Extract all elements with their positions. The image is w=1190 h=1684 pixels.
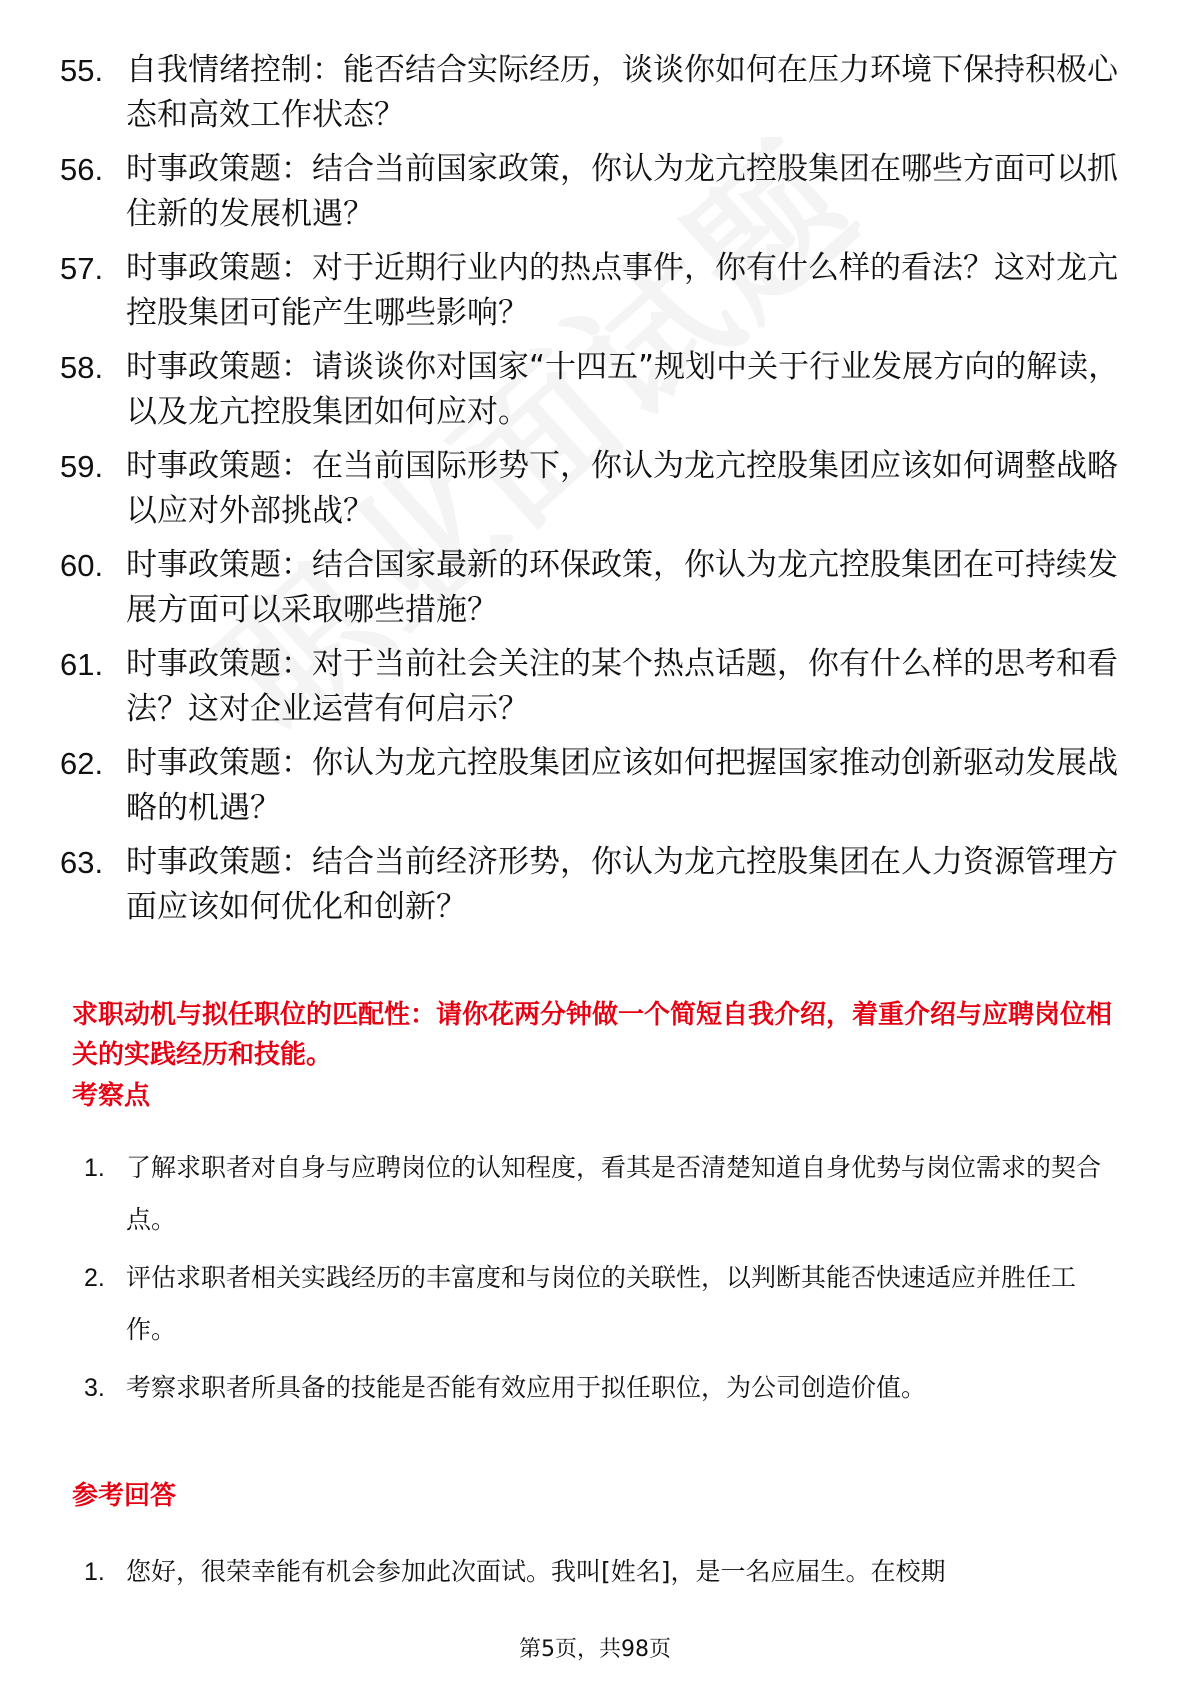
question-text: 时事政策题：结合国家最新的环保政策，你认为龙亢控股集团在可持续发展方面可以采取哪些措施？ [126, 547, 1118, 628]
exam-point-number: 3. [84, 1374, 105, 1402]
question-number: 57. [60, 251, 104, 286]
question-item [60, 345, 1130, 435]
exam-point-item [84, 1142, 1124, 1246]
question-text: 自我情绪控制：能否结合实际经历，谈谈你如何在压力环境下保持积极心态和高效工作状态？ [126, 52, 1118, 133]
highlight-question: 求职动机与拟任职位的匹配性：请你花两分钟做一个简短自我介绍，着重介绍与应聘岗位相关的实践经历和技能。 [72, 1000, 1113, 1070]
question-text: 时事政策题：对于当前社会关注的某个热点话题，你有什么样的思考和看法？这对企业运营有何启示？ [126, 646, 1118, 727]
question-list [60, 48, 1130, 939]
exam-point-item [84, 1252, 1124, 1356]
question-number: 61. [60, 647, 104, 682]
question-item [60, 246, 1130, 336]
question-text: 时事政策题：在当前国际形势下，你认为龙亢控股集团应该如何调整战略以应对外部挑战？ [126, 448, 1118, 529]
exam-point-item [84, 1362, 1124, 1414]
exam-point-text: 了解求职者对自身与应聘岗位的认知程度，看其是否清楚知道自身优势与岗位需求的契合点。 [126, 1153, 1102, 1234]
question-item [60, 642, 1130, 732]
question-item [60, 444, 1130, 534]
question-number: 62. [60, 746, 104, 781]
question-text: 时事政策题：你认为龙亢控股集团应该如何把握国家推动创新驱动发展战略的机遇？ [126, 745, 1118, 826]
reference-answer-text: 您好，很荣幸能有机会参加此次面试。我叫[姓名]，是一名应届生。在校期 [126, 1557, 946, 1586]
reference-answer-title: 参考回答 [72, 1481, 177, 1511]
question-text: 时事政策题：结合当前国家政策，你认为龙亢控股集团在哪些方面可以抓住新的发展机遇？ [126, 151, 1118, 232]
question-item [60, 840, 1130, 930]
question-text: 时事政策题：对于近期行业内的热点事件，你有什么样的看法？这对龙亢控股集团可能产生哪些影响？ [126, 250, 1118, 331]
exam-point-text: 考察求职者所具备的技能是否能有效应用于拟任职位，为公司创造价值。 [126, 1373, 927, 1402]
exam-point-number: 1. [84, 1154, 105, 1182]
question-number: 56. [60, 152, 104, 187]
question-number: 55. [60, 53, 104, 88]
reference-answer-item [84, 1546, 1124, 1598]
question-item [60, 147, 1130, 237]
question-text: 时事政策题：结合当前经济形势，你认为龙亢控股集团在人力资源管理方面应该如何优化和创新？ [126, 844, 1118, 925]
question-item [60, 543, 1130, 633]
question-number: 59. [60, 449, 104, 484]
question-number: 63. [60, 845, 104, 880]
exam-point-text: 评估求职者相关实践经历的丰富度和与岗位的关联性，以判断其能否快速适应并胜任工作。 [126, 1263, 1077, 1344]
exam-point-number: 2. [84, 1264, 105, 1292]
question-item [60, 48, 1130, 138]
question-item [60, 741, 1130, 831]
exam-points-list [84, 1142, 1124, 1420]
question-number: 58. [60, 350, 104, 385]
exam-points-title: 考察点 [72, 1081, 151, 1111]
reference-answer-list [84, 1546, 1124, 1604]
question-number: 60. [60, 548, 104, 583]
question-text: 时事政策题：请谈谈你对国家“十四五”规划中关于行业发展方向的解读，以及龙亢控股集团如何应对。 [126, 349, 1120, 430]
reference-answer-number: 1. [84, 1558, 105, 1586]
page-footer: 第5页，共98页 [519, 1637, 671, 1662]
